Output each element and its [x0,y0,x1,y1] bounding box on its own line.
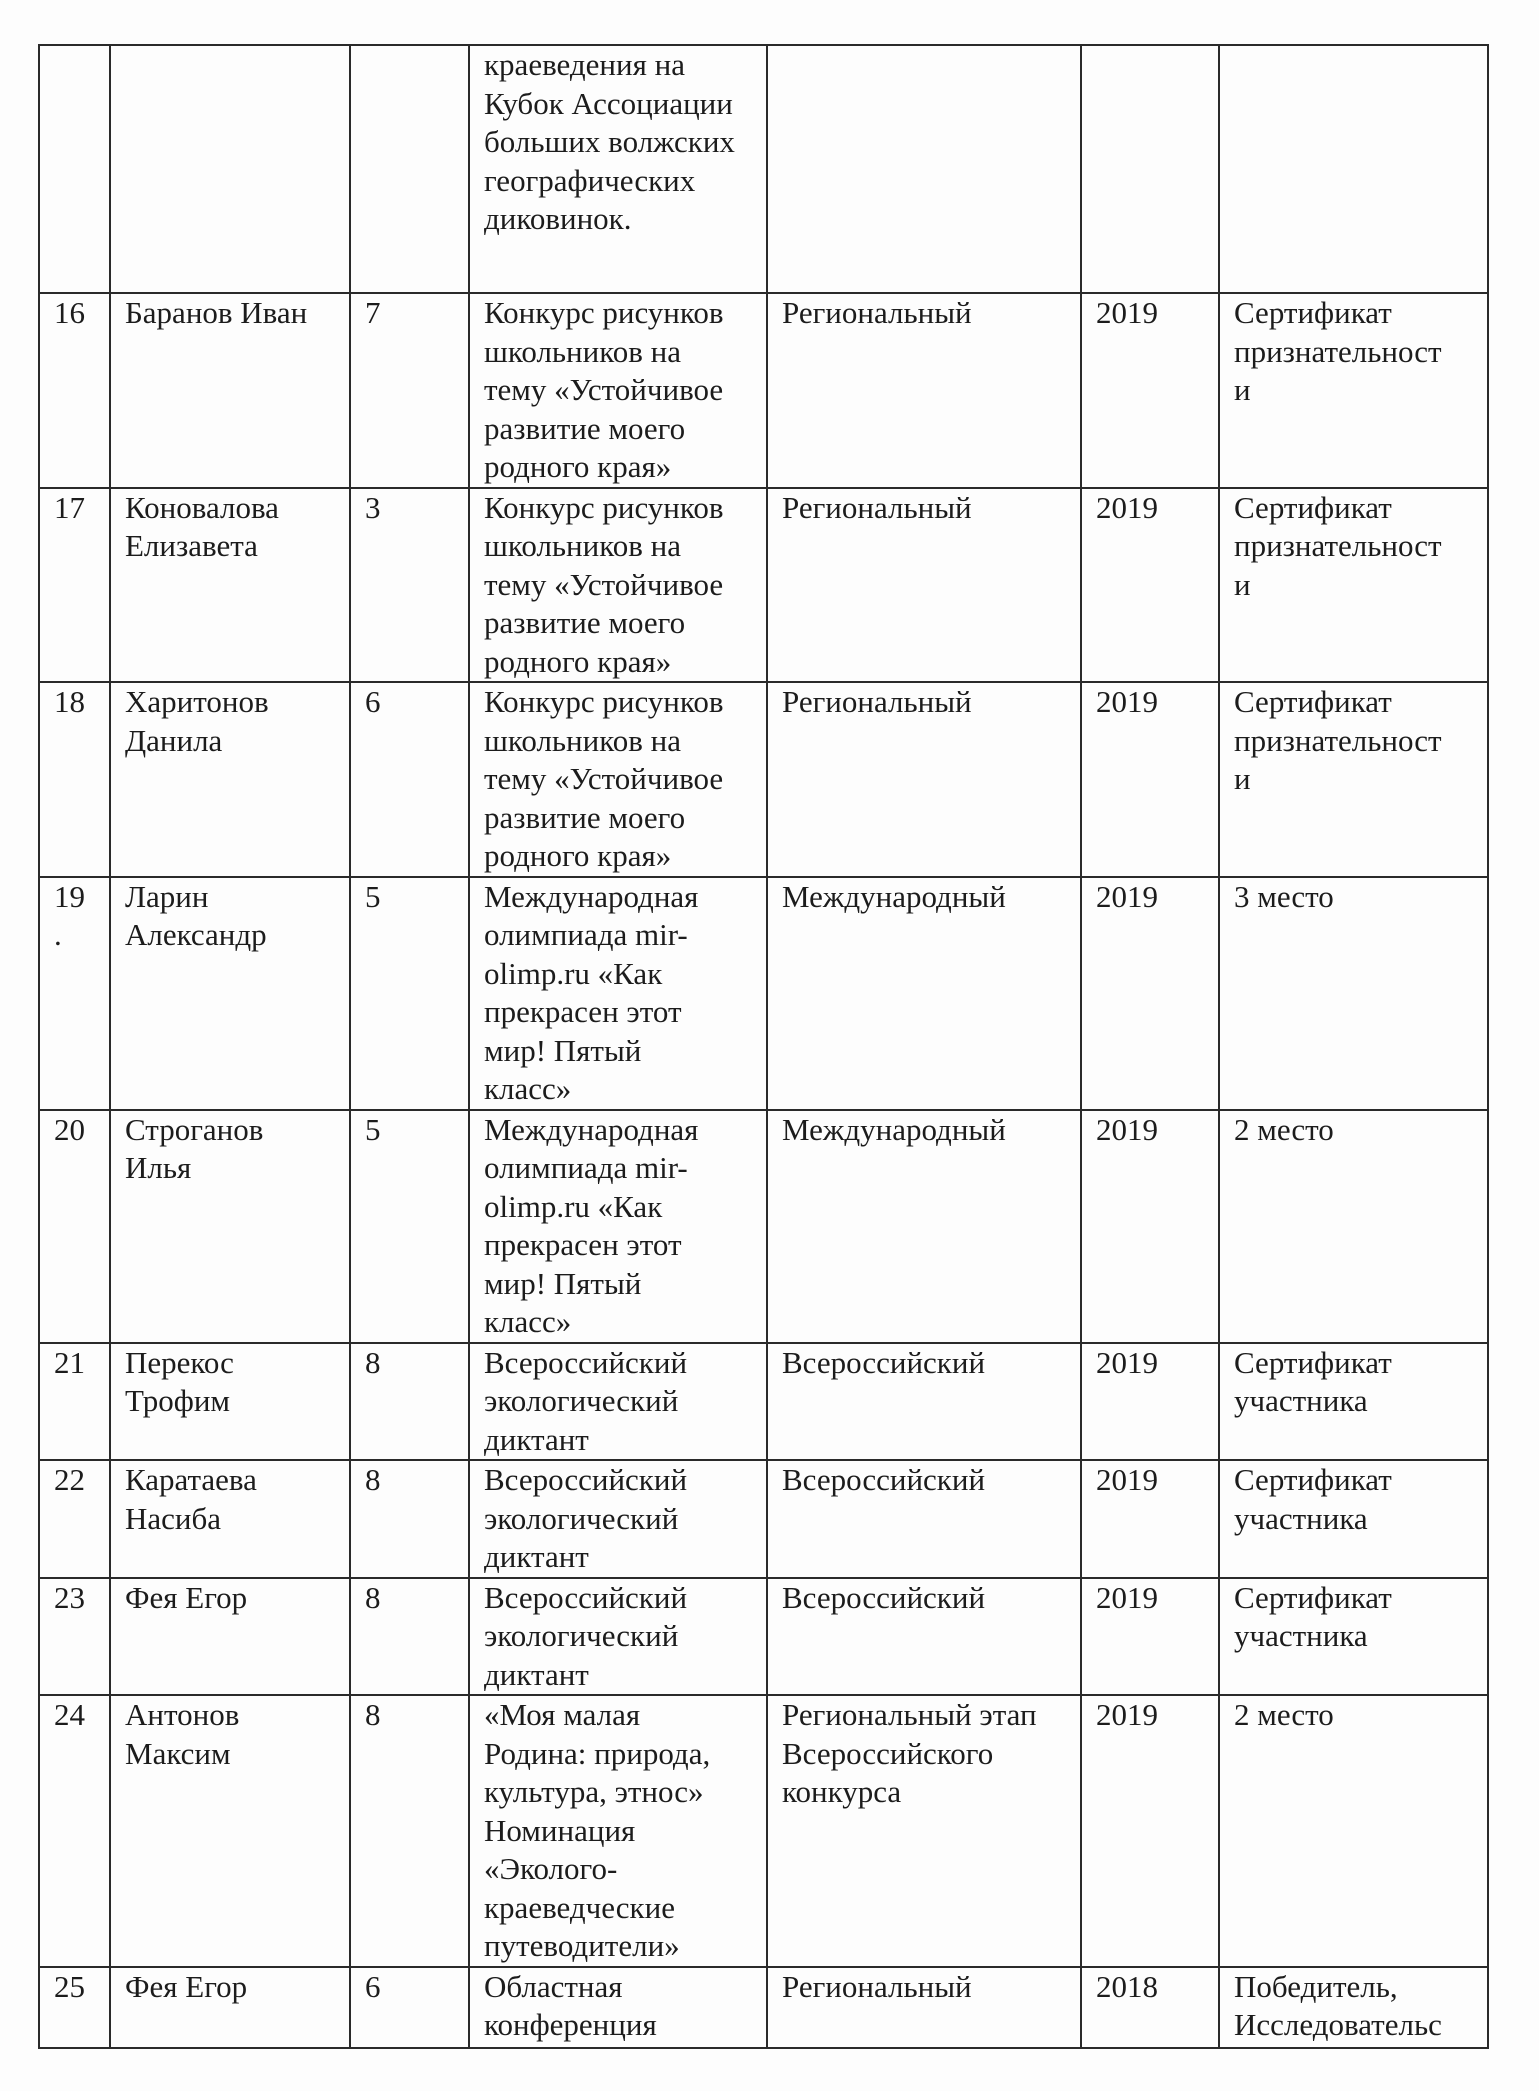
cell-name: Баранов Иван [110,293,350,488]
cell-event: Всероссийский экологический диктант [469,1343,767,1461]
table-row [39,293,1488,488]
cell-name: Перекос Трофим [110,1343,350,1461]
cell-number: 16 [39,293,110,488]
cell-level: Международный [767,1110,1081,1343]
cell-year: 2019 [1081,1578,1219,1696]
cell-name: Фея Егор [110,1967,350,2048]
cell-result: 2 место [1219,1110,1488,1343]
cell-year: 2019 [1081,488,1219,683]
cell-number: 23 [39,1578,110,1696]
table-row [39,1967,1488,2048]
cell-number: 19 . [39,877,110,1110]
cell-name [110,45,350,293]
table-row [39,488,1488,683]
cell-number: 17 [39,488,110,683]
cell-result: Сертификат участника [1219,1460,1488,1578]
cell-result: Победитель, Исследовательс [1219,1967,1488,2048]
cell-event: Областная конференция [469,1967,767,2048]
cell-level: Региональный [767,682,1081,877]
table-row [39,877,1488,1110]
cell-event: Конкурс рисунков школьников на тему «Устойчивое развитие моего родного края» [469,682,767,877]
cell-event: «Моя малая Родина: природа, культура, этнос» Номинация «Эколого- краеведческие путеводители» [469,1695,767,1967]
cell-grade: 6 [350,682,469,877]
cell-event: Конкурс рисунков школьников на тему «Устойчивое развитие моего родного края» [469,488,767,683]
cell-result: Сертификат признательност и [1219,488,1488,683]
cell-name: Строганов Илья [110,1110,350,1343]
cell-result [1219,45,1488,293]
cell-number: 22 [39,1460,110,1578]
cell-year [1081,45,1219,293]
cell-number [39,45,110,293]
table-row [39,682,1488,877]
cell-number: 24 [39,1695,110,1967]
table-row [39,1578,1488,1696]
cell-level: Региональный [767,488,1081,683]
cell-event: Конкурс рисунков школьников на тему «Устойчивое развитие моего родного края» [469,293,767,488]
cell-grade: 6 [350,1967,469,2048]
cell-grade: 5 [350,877,469,1110]
cell-year: 2019 [1081,1343,1219,1461]
cell-level: Всероссийский [767,1343,1081,1461]
cell-level: Всероссийский [767,1578,1081,1696]
cell-grade: 8 [350,1695,469,1967]
cell-grade: 5 [350,1110,469,1343]
cell-year: 2019 [1081,293,1219,488]
cell-event: Всероссийский экологический диктант [469,1578,767,1696]
cell-grade: 8 [350,1460,469,1578]
cell-year: 2019 [1081,682,1219,877]
cell-year: 2019 [1081,1460,1219,1578]
cell-number: 18 [39,682,110,877]
cell-grade: 7 [350,293,469,488]
cell-level: Региональный [767,293,1081,488]
cell-event: Всероссийский экологический диктант [469,1460,767,1578]
cell-name: Фея Егор [110,1578,350,1696]
cell-level: Региональный [767,1967,1081,2048]
cell-name: Харитонов Данила [110,682,350,877]
cell-grade: 8 [350,1578,469,1696]
table-row [39,1343,1488,1461]
table-row [39,1695,1488,1967]
cell-name: Коновалова Елизавета [110,488,350,683]
cell-grade: 8 [350,1343,469,1461]
cell-year: 2019 [1081,1110,1219,1343]
cell-grade: 3 [350,488,469,683]
cell-event: краеведения на Кубок Ассоциации больших волжских географических диковинок. [469,45,767,293]
participants-table [38,44,1489,2049]
cell-result: Сертификат участника [1219,1578,1488,1696]
cell-level: Всероссийский [767,1460,1081,1578]
cell-name: Ларин Александр [110,877,350,1110]
cell-year: 2019 [1081,877,1219,1110]
cell-grade [350,45,469,293]
cell-result: 3 место [1219,877,1488,1110]
cell-level: Региональный этап Всероссийского конкурса [767,1695,1081,1967]
cell-number: 21 [39,1343,110,1461]
cell-number: 25 [39,1967,110,2048]
cell-name: Антонов Максим [110,1695,350,1967]
cell-result: 2 место [1219,1695,1488,1967]
table-row [39,1110,1488,1343]
cell-name: Каратаева Насиба [110,1460,350,1578]
table-row [39,1460,1488,1578]
cell-result: Сертификат признательност и [1219,293,1488,488]
cell-event: Международная олимпиада mir- olimp.ru «Как прекрасен этот мир! Пятый класс» [469,877,767,1110]
table-row [39,45,1488,293]
cell-result: Сертификат участника [1219,1343,1488,1461]
cell-event: Международная олимпиада mir- olimp.ru «Как прекрасен этот мир! Пятый класс» [469,1110,767,1343]
cell-level [767,45,1081,293]
cell-number: 20 [39,1110,110,1343]
cell-year: 2019 [1081,1695,1219,1967]
cell-level: Международный [767,877,1081,1110]
cell-year: 2018 [1081,1967,1219,2048]
cell-result: Сертификат признательност и [1219,682,1488,877]
